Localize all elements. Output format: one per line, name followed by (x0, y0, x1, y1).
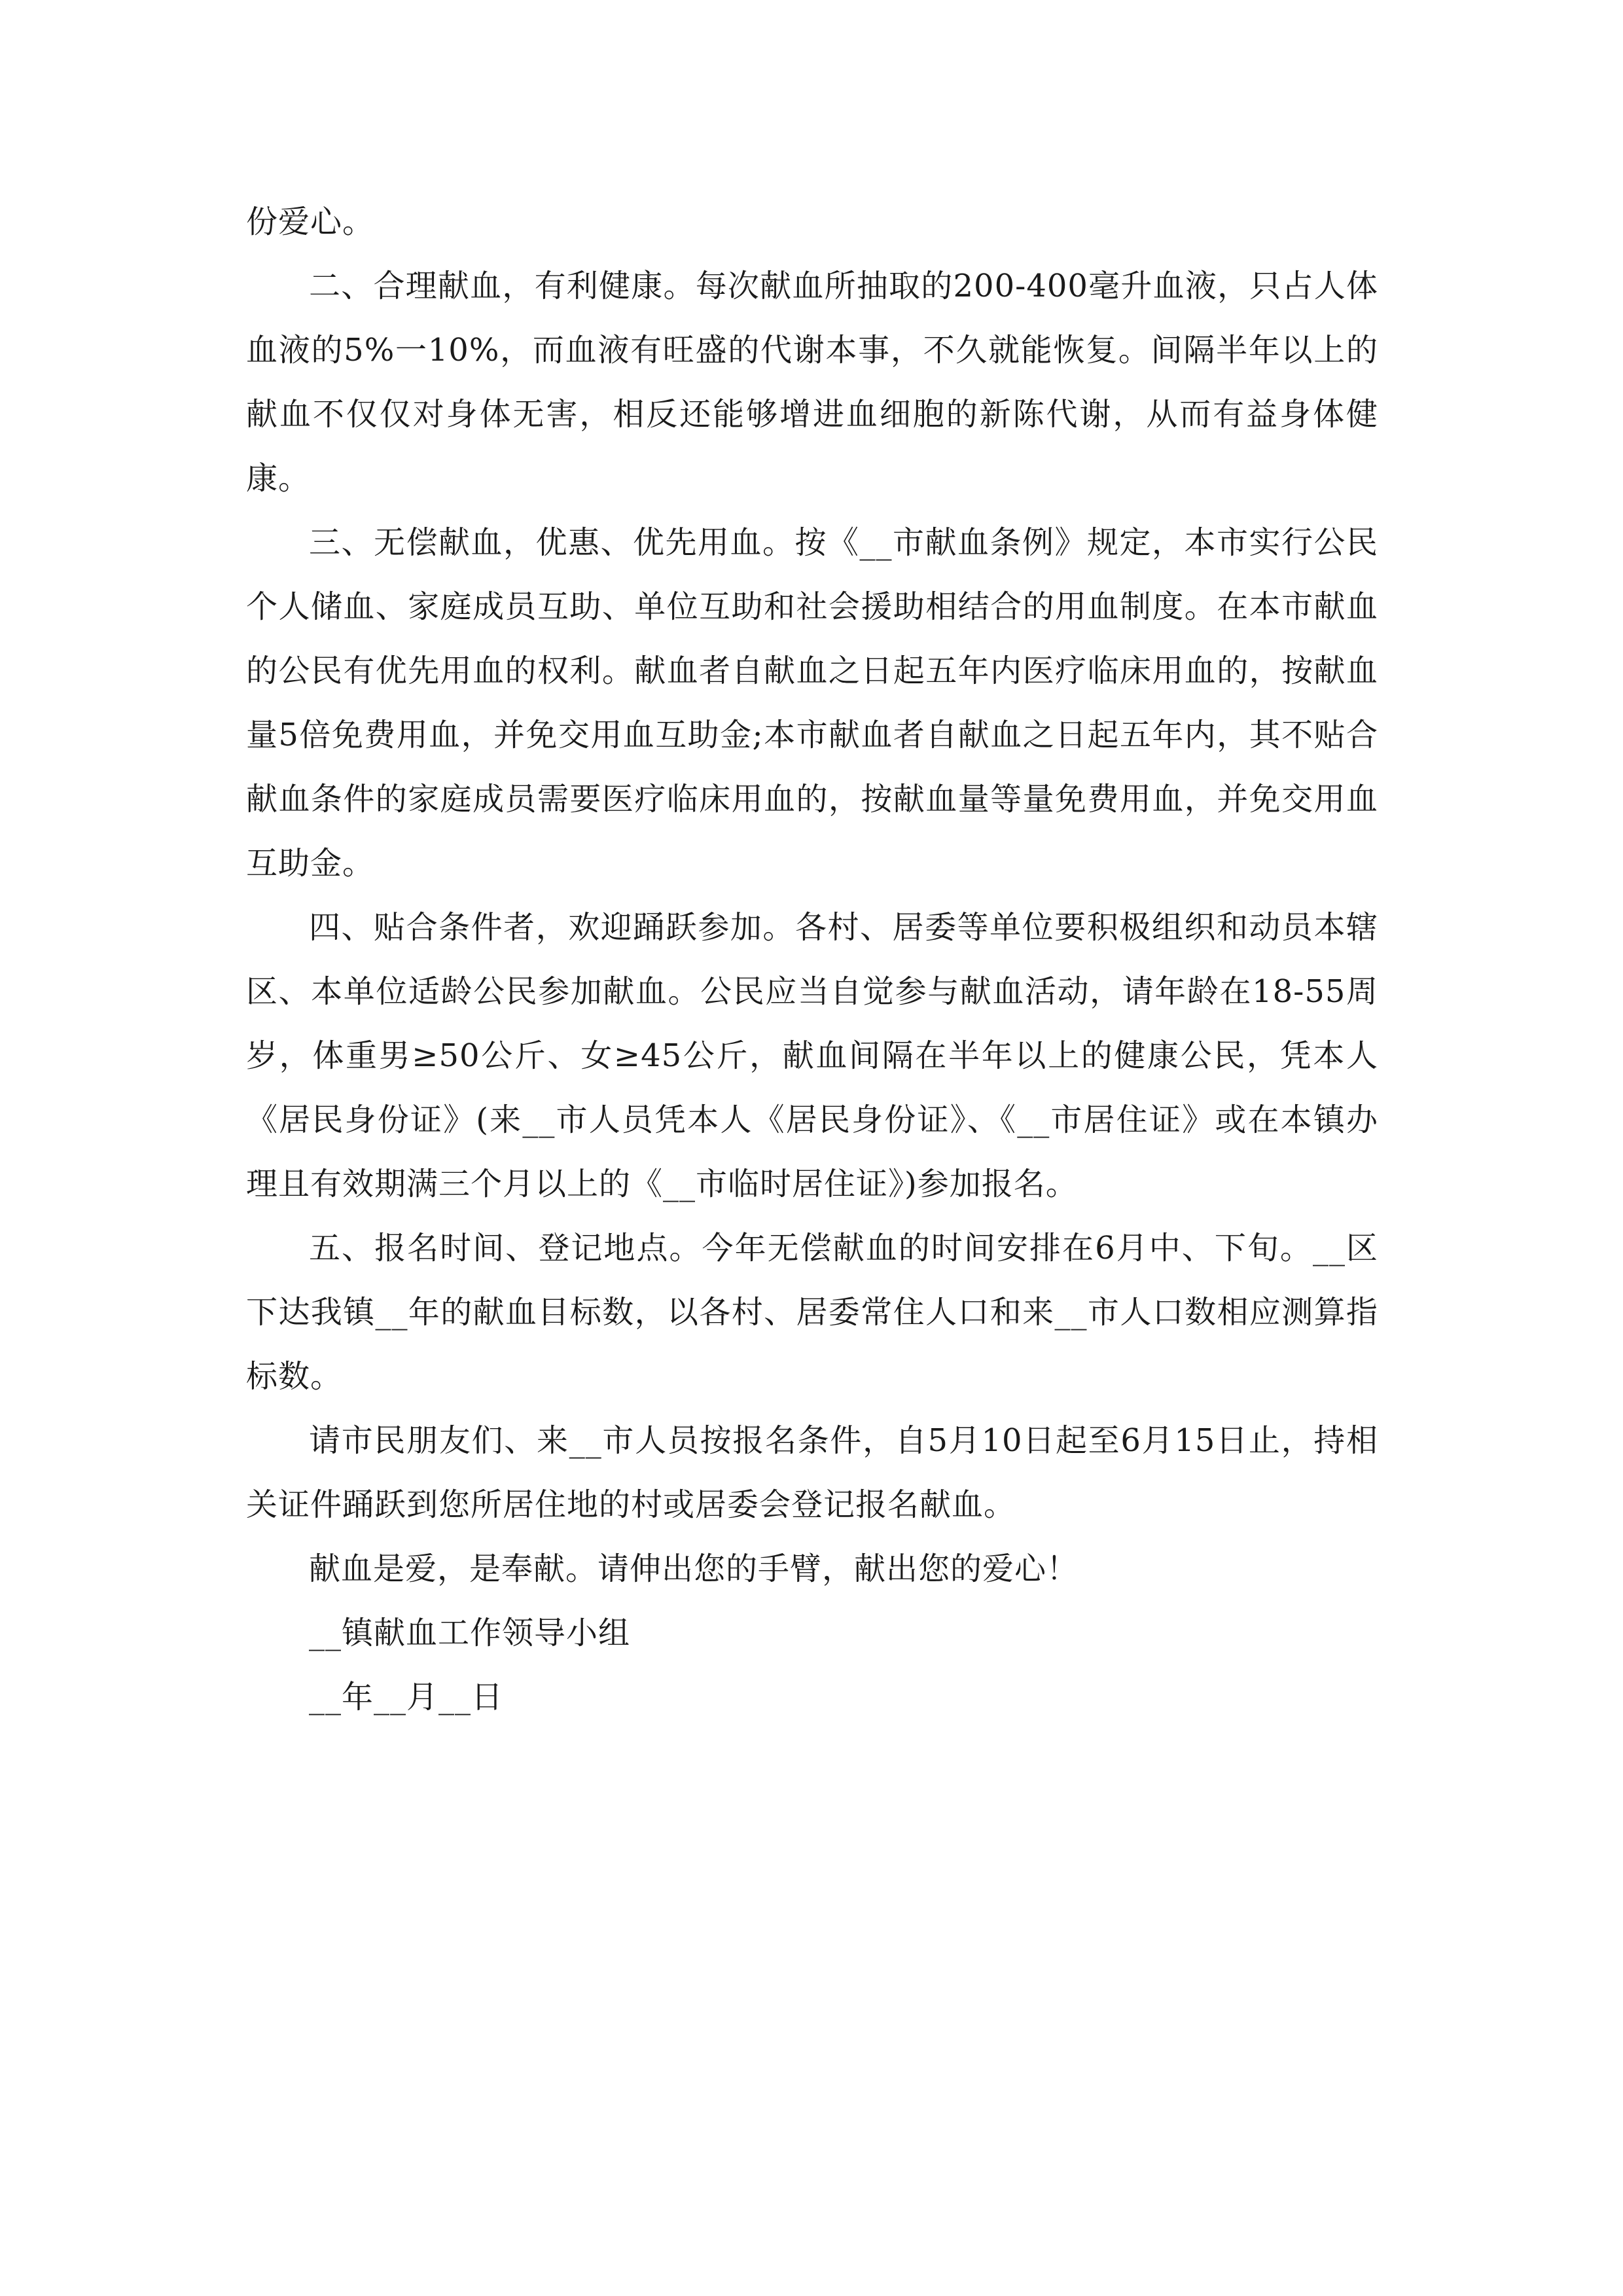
paragraph-closing-appeal: 献血是爱，是奉献。请伸出您的手臂，献出您的爱心！ (309, 1551, 1079, 1587)
paragraph-eligibility: 四、贴合条件者，欢迎踊跃参加。各村、居委等单位要积极组织和动员本辖区、本单位适龄公民参加献血。公民应当自觉参与献血活动，请年龄在18-55周岁，体重男≥50公斤、女≥45公斤，献血间隔在半年以上的健康公民，凭本人《居民身份证》(来__市人员凭本人《居民身份证》、《__市居住证》或在本镇办理且有效期满三个月以上的《__市临时居住证》)参加报名。 (246, 909, 1378, 1202)
document-body (246, 190, 1378, 1729)
paragraph-reasonable-donation: 二、合理献血，有利健康。每次献血所抽取的200-400毫升血液，只占人体血液的5%一10%，而血液有旺盛的代谢本事，不久就能恢复。间隔半年以上的献血不仅仅对身体无害，相反还能够增进血细胞的新陈代谢，从而有益身体健康。 (246, 268, 1378, 497)
paragraph-priority-blood-use: 三、无偿献血，优惠、优先用血。按《__市献血条例》规定，本市实行公民个人储血、家庭成员互助、单位互助和社会援助相结合的用血制度。在本市献血的公民有优先用血的权利。献血者自献血之日起五年内医疗临床用血的，按献血量5倍免费用血，并免交用血互助金;本市献血者自献血之日起五年内，其不贴合献血条件的家庭成员需要医疗临床用血的，按献血量等量免费用血，并免交用血互助金。 (246, 524, 1378, 882)
paragraph-registration-time: 五、报名时间、登记地点。今年无偿献血的时间安排在6月中、下旬。__区下达我镇__年的献血目标数，以各村、居委常住人口和来__市人口数相应测算指标数。 (246, 1230, 1378, 1395)
signature-line: __镇献血工作领导小组 (309, 1615, 631, 1651)
date-line: __年__月__日 (309, 1679, 504, 1715)
paragraph-registration-call: 请市民朋友们、来__市人员按报名条件，自5月10日起至6月15日止，持相关证件踊跃到您所居住地的村或居委会登记报名献血。 (246, 1422, 1378, 1523)
paragraph-continuation: 份爱心。 (246, 204, 375, 240)
